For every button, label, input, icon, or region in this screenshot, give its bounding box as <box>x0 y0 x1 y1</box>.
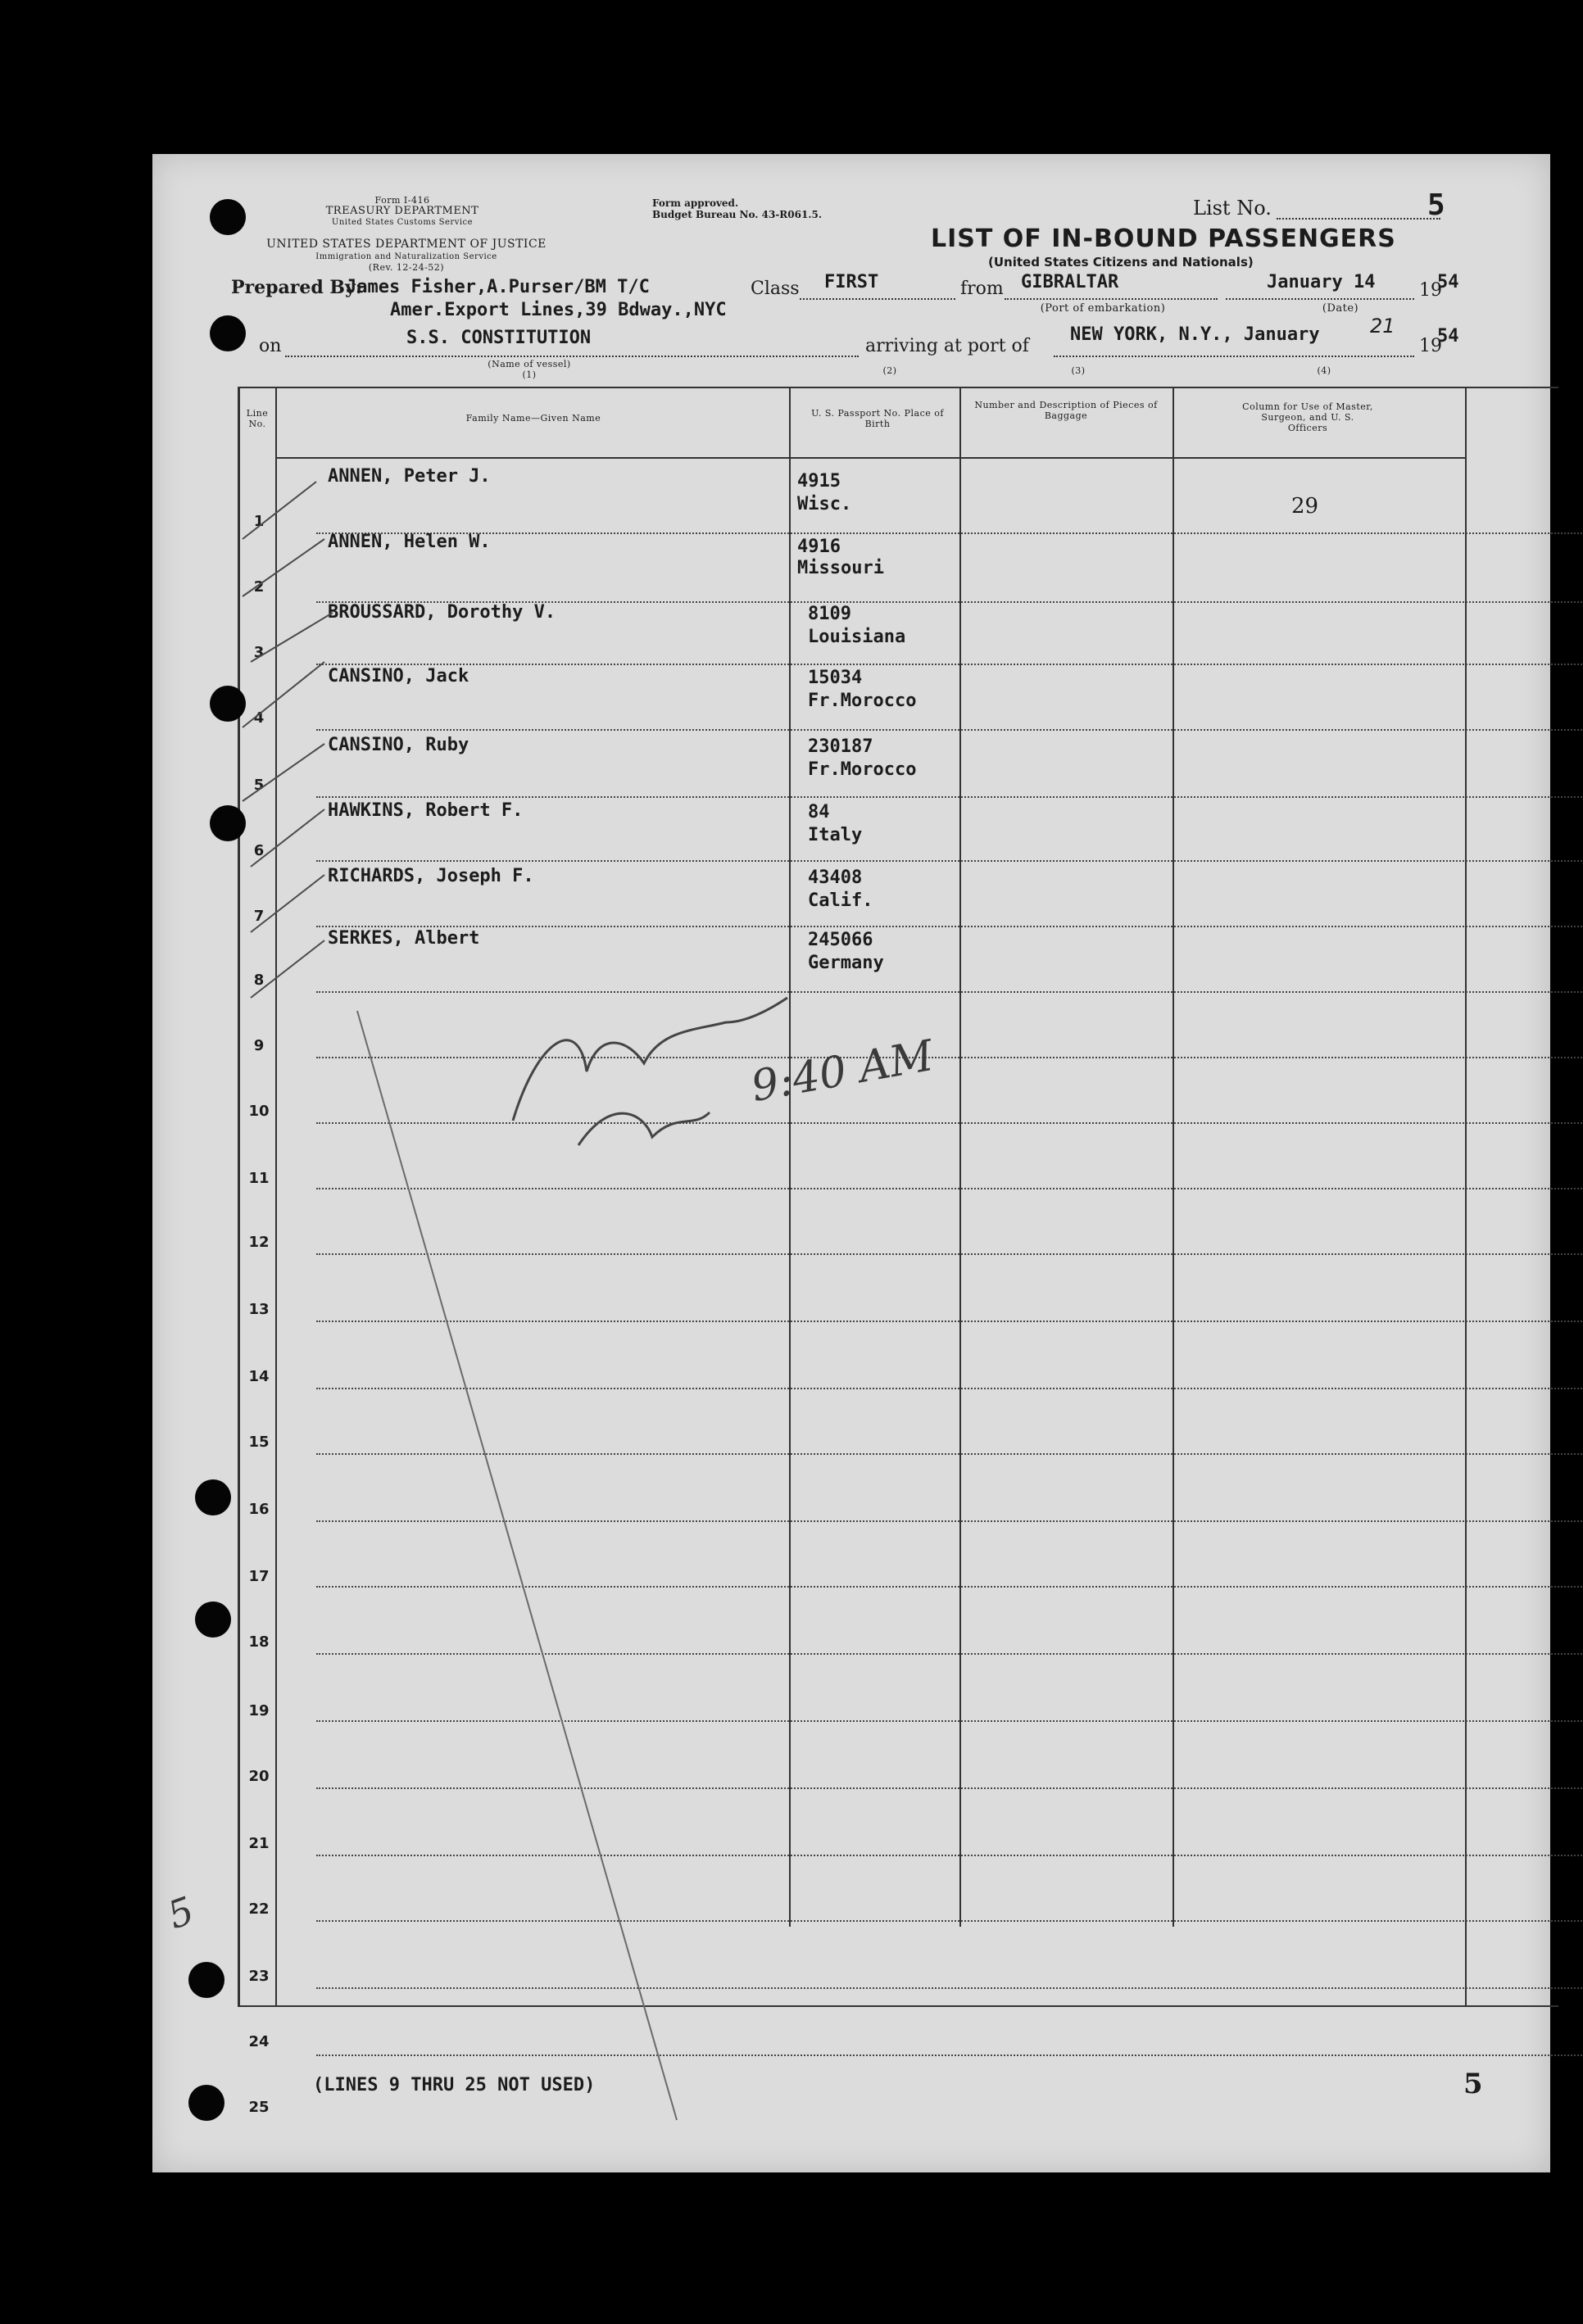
class-value: FIRST <box>824 272 879 292</box>
from-label: from <box>960 279 1004 299</box>
officer-note: 29 <box>1291 494 1319 519</box>
line-number: 2 <box>253 578 265 596</box>
lines-not-used-note: (LINES 9 THRU 25 NOT USED) <box>313 2075 596 2095</box>
place-of-birth: Fr.Morocco <box>808 691 917 711</box>
passport-number: 8109 <box>808 604 851 624</box>
arriving-label: arriving at port of <box>865 336 1029 356</box>
signature-mark <box>513 998 787 1121</box>
caption-3: (3) <box>1071 365 1086 376</box>
binder-hole <box>210 315 246 351</box>
passenger-name: CANSINO, Jack <box>328 666 469 686</box>
passenger-name: CANSINO, Ruby <box>328 735 469 755</box>
year-1: 54 <box>1437 272 1459 292</box>
passenger-name: BROUSSARD, Dorothy V. <box>328 602 556 623</box>
line-number: 18 <box>248 1633 270 1651</box>
col-head-passport: U. S. Passport No. Place of Birth <box>811 408 944 429</box>
document-page <box>152 154 1550 2172</box>
date-caption: (Date) <box>1322 302 1359 315</box>
check-marks <box>243 482 333 998</box>
arrival-day: 21 <box>1370 315 1395 338</box>
caption-2: (2) <box>882 365 897 376</box>
prepared-by-address: Amer.Export Lines,39 Bdway.,NYC <box>390 300 727 320</box>
prepared-by-label: Prepared By: <box>231 277 362 298</box>
department-of-justice: UNITED STATES DEPARTMENT OF JUSTICE <box>266 238 547 251</box>
treasury-department: TREASURY DEPARTMENT <box>325 205 479 217</box>
caption-4: (4) <box>1317 365 1331 376</box>
from-value: GIBRALTAR <box>1021 272 1119 292</box>
on-label: on <box>259 336 282 356</box>
line-number: 19 <box>248 1702 270 1719</box>
list-number-label: List No. <box>1193 197 1272 220</box>
binder-hole <box>188 1962 225 1998</box>
line-number: 3 <box>253 644 265 661</box>
pencil-marks <box>152 154 1550 2172</box>
binder-hole <box>195 1479 231 1515</box>
line-number: 23 <box>248 1968 270 1985</box>
line-number: 16 <box>248 1501 270 1518</box>
binder-hole <box>195 1601 231 1638</box>
line-number: 24 <box>248 2033 270 2050</box>
form-approved: Form approved. <box>652 197 739 209</box>
binder-hole <box>210 805 246 841</box>
passport-number: 4916 <box>797 537 841 557</box>
arrival-port: NEW YORK, N.Y., January <box>1070 324 1320 345</box>
revision-date: (Rev. 12-24-52) <box>368 262 445 273</box>
line-number: 21 <box>248 1835 270 1852</box>
handwritten-time: 9:40 AM <box>747 1031 937 1112</box>
prepared-by-value: James Fisher,A.Purser/BM T/C <box>346 277 650 297</box>
col-head-baggage: Number and Description of Pieces of Baggage <box>974 400 1158 421</box>
budget-bureau-number: Budget Bureau No. 43-R061.5. <box>652 209 823 220</box>
place-of-birth: Missouri <box>797 558 884 578</box>
col-head-line-no: Line No. <box>246 408 269 429</box>
place-of-birth: Italy <box>808 825 863 845</box>
page-mark: 5 <box>1463 2068 1483 2100</box>
line-number: 14 <box>248 1368 270 1385</box>
binder-hole <box>188 2085 225 2121</box>
form-title: LIST OF IN-BOUND PASSENGERS <box>931 224 1396 253</box>
line-number: 11 <box>248 1170 270 1187</box>
binder-hole <box>210 199 246 235</box>
place-of-birth: Wisc. <box>797 494 852 514</box>
year-prefix-1: 19 <box>1419 280 1442 301</box>
pencil-diagonal-stroke <box>357 1011 677 2120</box>
vessel-name: S.S. CONSTITUTION <box>406 328 592 348</box>
caption-1: (1) <box>522 369 537 380</box>
margin-mark: 5 <box>161 1887 200 1938</box>
place-of-birth: Calif. <box>808 890 873 911</box>
year-2: 54 <box>1437 326 1459 347</box>
binder-hole <box>210 686 246 722</box>
passport-number: 230187 <box>808 736 873 757</box>
passenger-name: SERKES, Albert <box>328 928 480 949</box>
line-number-25: 25 <box>248 2099 270 2116</box>
form-number: Form I-416 <box>374 195 430 206</box>
customs-service: United States Customs Service <box>331 218 474 227</box>
line-number: 12 <box>248 1234 270 1251</box>
form-subtitle: (United States Citizens and Nationals) <box>988 255 1254 270</box>
line-number: 6 <box>253 842 265 859</box>
line-number: 8 <box>253 972 265 989</box>
line-number: 15 <box>248 1434 270 1451</box>
passport-number: 4915 <box>797 471 841 492</box>
passport-number: 43408 <box>808 868 863 888</box>
passenger-name: RICHARDS, Joseph F. <box>328 866 534 886</box>
line-number: 5 <box>253 777 265 794</box>
line-number: 1 <box>253 513 265 530</box>
line-number: 22 <box>248 1900 270 1918</box>
passport-number: 245066 <box>808 930 873 950</box>
line-number: 4 <box>253 709 265 727</box>
class-label: Class <box>751 279 800 299</box>
list-number-value: 5 <box>1427 188 1445 222</box>
departure-date: January 14 <box>1267 272 1376 292</box>
passport-number: 15034 <box>808 668 863 688</box>
col-head-name: Family Name—Given Name <box>465 413 601 424</box>
line-number: 10 <box>248 1103 270 1120</box>
immigration-service: Immigration and Naturalization Service <box>315 252 497 261</box>
vessel-caption: (Name of vessel) <box>488 359 571 369</box>
place-of-birth: Louisiana <box>808 627 906 647</box>
col-head-officers: Column for Use of Master, Surgeon, and U. S. Officers <box>1242 401 1373 433</box>
port-embarkation-caption: (Port of embarkation) <box>1040 302 1166 315</box>
line-number: 17 <box>248 1568 270 1585</box>
line-number: 20 <box>248 1768 270 1785</box>
passport-number: 84 <box>808 802 830 822</box>
place-of-birth: Germany <box>808 953 884 973</box>
line-number: 7 <box>253 908 265 925</box>
year-prefix-2: 19 <box>1419 336 1442 356</box>
passenger-name: ANNEN, Helen W. <box>328 532 491 552</box>
passenger-name: ANNEN, Peter J. <box>328 466 491 487</box>
place-of-birth: Fr.Morocco <box>808 759 917 780</box>
initials-mark <box>578 1112 710 1145</box>
line-number: 13 <box>248 1301 270 1318</box>
line-number: 9 <box>253 1037 265 1054</box>
passenger-name: HAWKINS, Robert F. <box>328 800 524 821</box>
